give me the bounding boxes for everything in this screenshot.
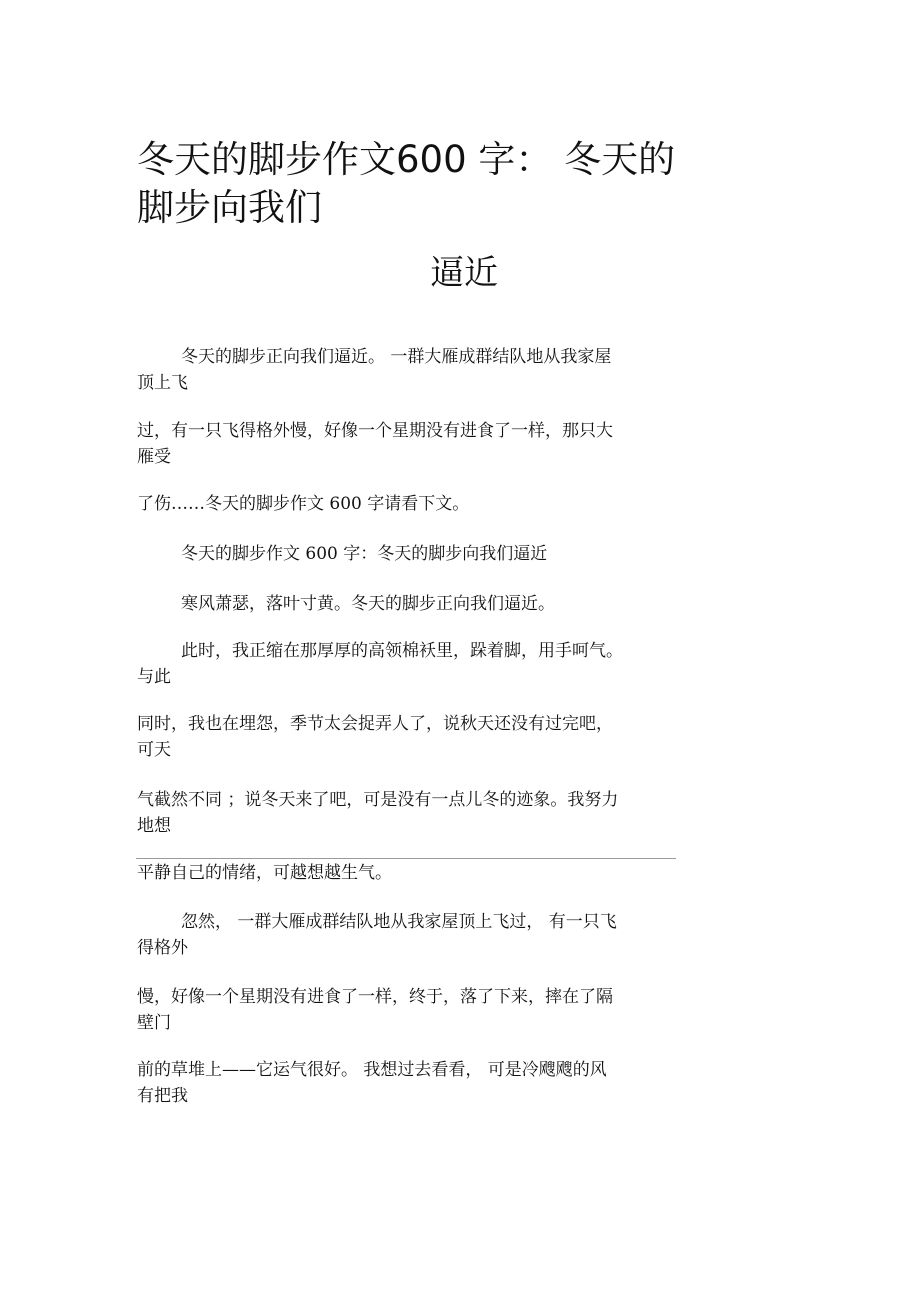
body-line: 有把我 [137,1086,188,1106]
body-line: 过，有一只飞得格外慢，好像一个星期没有进食了一样，那只大 [137,421,613,441]
body-line: 与此 [137,667,171,687]
horizontal-rule [136,858,676,859]
body-line: 顶上飞 [137,373,188,393]
body-line: 前的草堆上——它运气很好。 我想过去看看， 可是冷飕飕的风 [137,1060,607,1080]
title-line-1: 冬天的脚步作文600 字： 冬天的 [137,138,676,181]
title-line-2: 脚步向我们 [137,186,322,229]
body-line: 气截然不同 ；说冬天来了吧，可是没有一点儿冬的迹象。我努力 [137,790,619,810]
body-line: 地想 [137,816,171,836]
body-line: 寒风萧瑟，落叶寸黄。冬天的脚步正向我们逼近。 [181,594,555,614]
body-line: 得格外 [137,938,188,958]
body-line: 冬天的脚步作文 600 字：冬天的脚步向我们逼近 [181,544,548,564]
body-line: 平静自己的情绪，可越想越生气。 [137,863,392,883]
body-line: 慢，好像一个星期没有进食了一样，终于，落了下来，摔在了隔 [137,987,613,1007]
body-line: 雁受 [137,447,171,467]
body-line: 可天 [137,740,171,760]
body-line: 此时，我正缩在那厚厚的高领棉袄里，跺着脚，用手呵气。 [181,641,623,661]
body-line: 壁门 [137,1013,171,1033]
title-line-3: 逼近 [430,253,498,293]
body-line: 忽然， 一群大雁成群结队地从我家屋顶上飞过， 有一只飞 [181,912,617,932]
body-line: 同时，我也在埋怨，季节太会捉弄人了，说秋天还没有过完吧， [137,714,613,734]
body-line: 了伤……冬天的脚步作文 600 字请看下文。 [137,494,470,514]
body-line: 冬天的脚步正向我们逼近。 一群大雁成群结队地从我家屋 [181,347,612,367]
